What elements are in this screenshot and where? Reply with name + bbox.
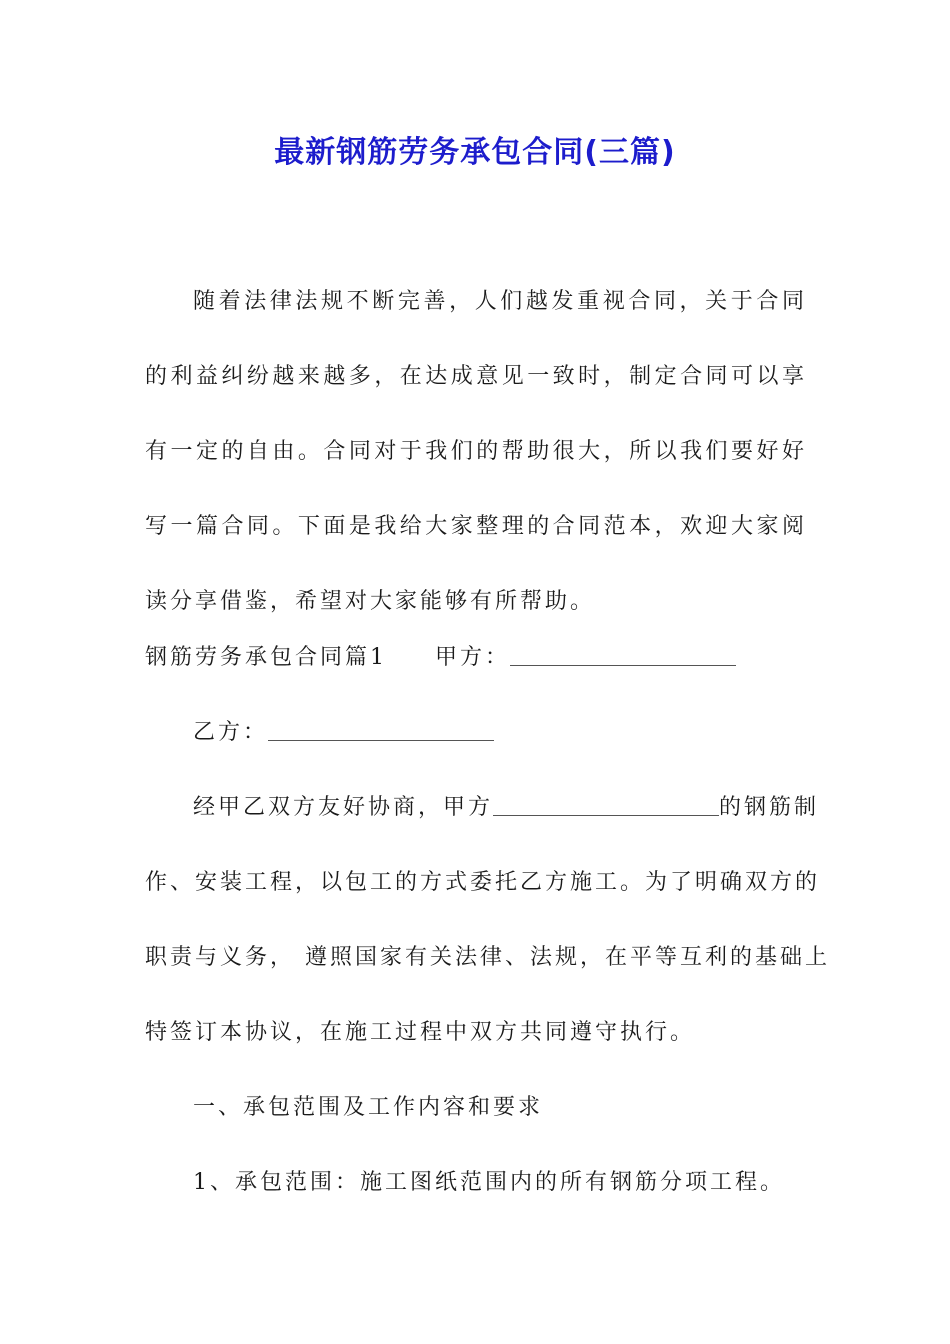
para1-lead: 经甲乙双方友好协商，甲方 [193,795,494,820]
party-b-label: 乙方： [193,720,269,745]
para1-line1 [193,788,819,828]
clause-heading: 一、承包范围及工作内容和要求 [193,1095,544,1120]
party-b-blank [268,718,494,741]
para1-after-blank: 的钢筋制 [719,795,820,820]
para1-line4: 特签订本协议，在施工过程中双方共同遵守执行。 [145,1020,696,1045]
para1-line2: 作、安装工程，以包工的方式委托乙方施工。为了明确双方的 [145,870,821,895]
party-a-project-blank [493,793,719,816]
party-b-line [193,713,494,753]
section-heading: 钢筋劳务承包合同篇1 [145,645,387,670]
para1-line3: 职责与义务， 遵照国家有关法律、法规，在平等互利的基础上 [145,945,830,970]
party-a-label: 甲方： [435,645,511,670]
intro-paragraph: 随着法律法规不断完善，人们越发重视合同，关于合同的利益纠纷越来越多，在达成意见一致时，制定合同可以享有一定的自由。合同对于我们的帮助很大，所以我们要好好写一篇合同。下面是我给大家整理的合同范本，欢迎大家阅读分享借鉴，希望对大家能够有所帮助。 [145,289,807,614]
document-title: 最新钢筋劳务承包合同(三篇) [274,135,676,170]
party-a-blank [510,643,736,666]
section-heading-line [145,638,736,678]
clause-1: 1、承包范围：施工图纸范围内的所有钢筋分项工程。 [193,1170,785,1195]
